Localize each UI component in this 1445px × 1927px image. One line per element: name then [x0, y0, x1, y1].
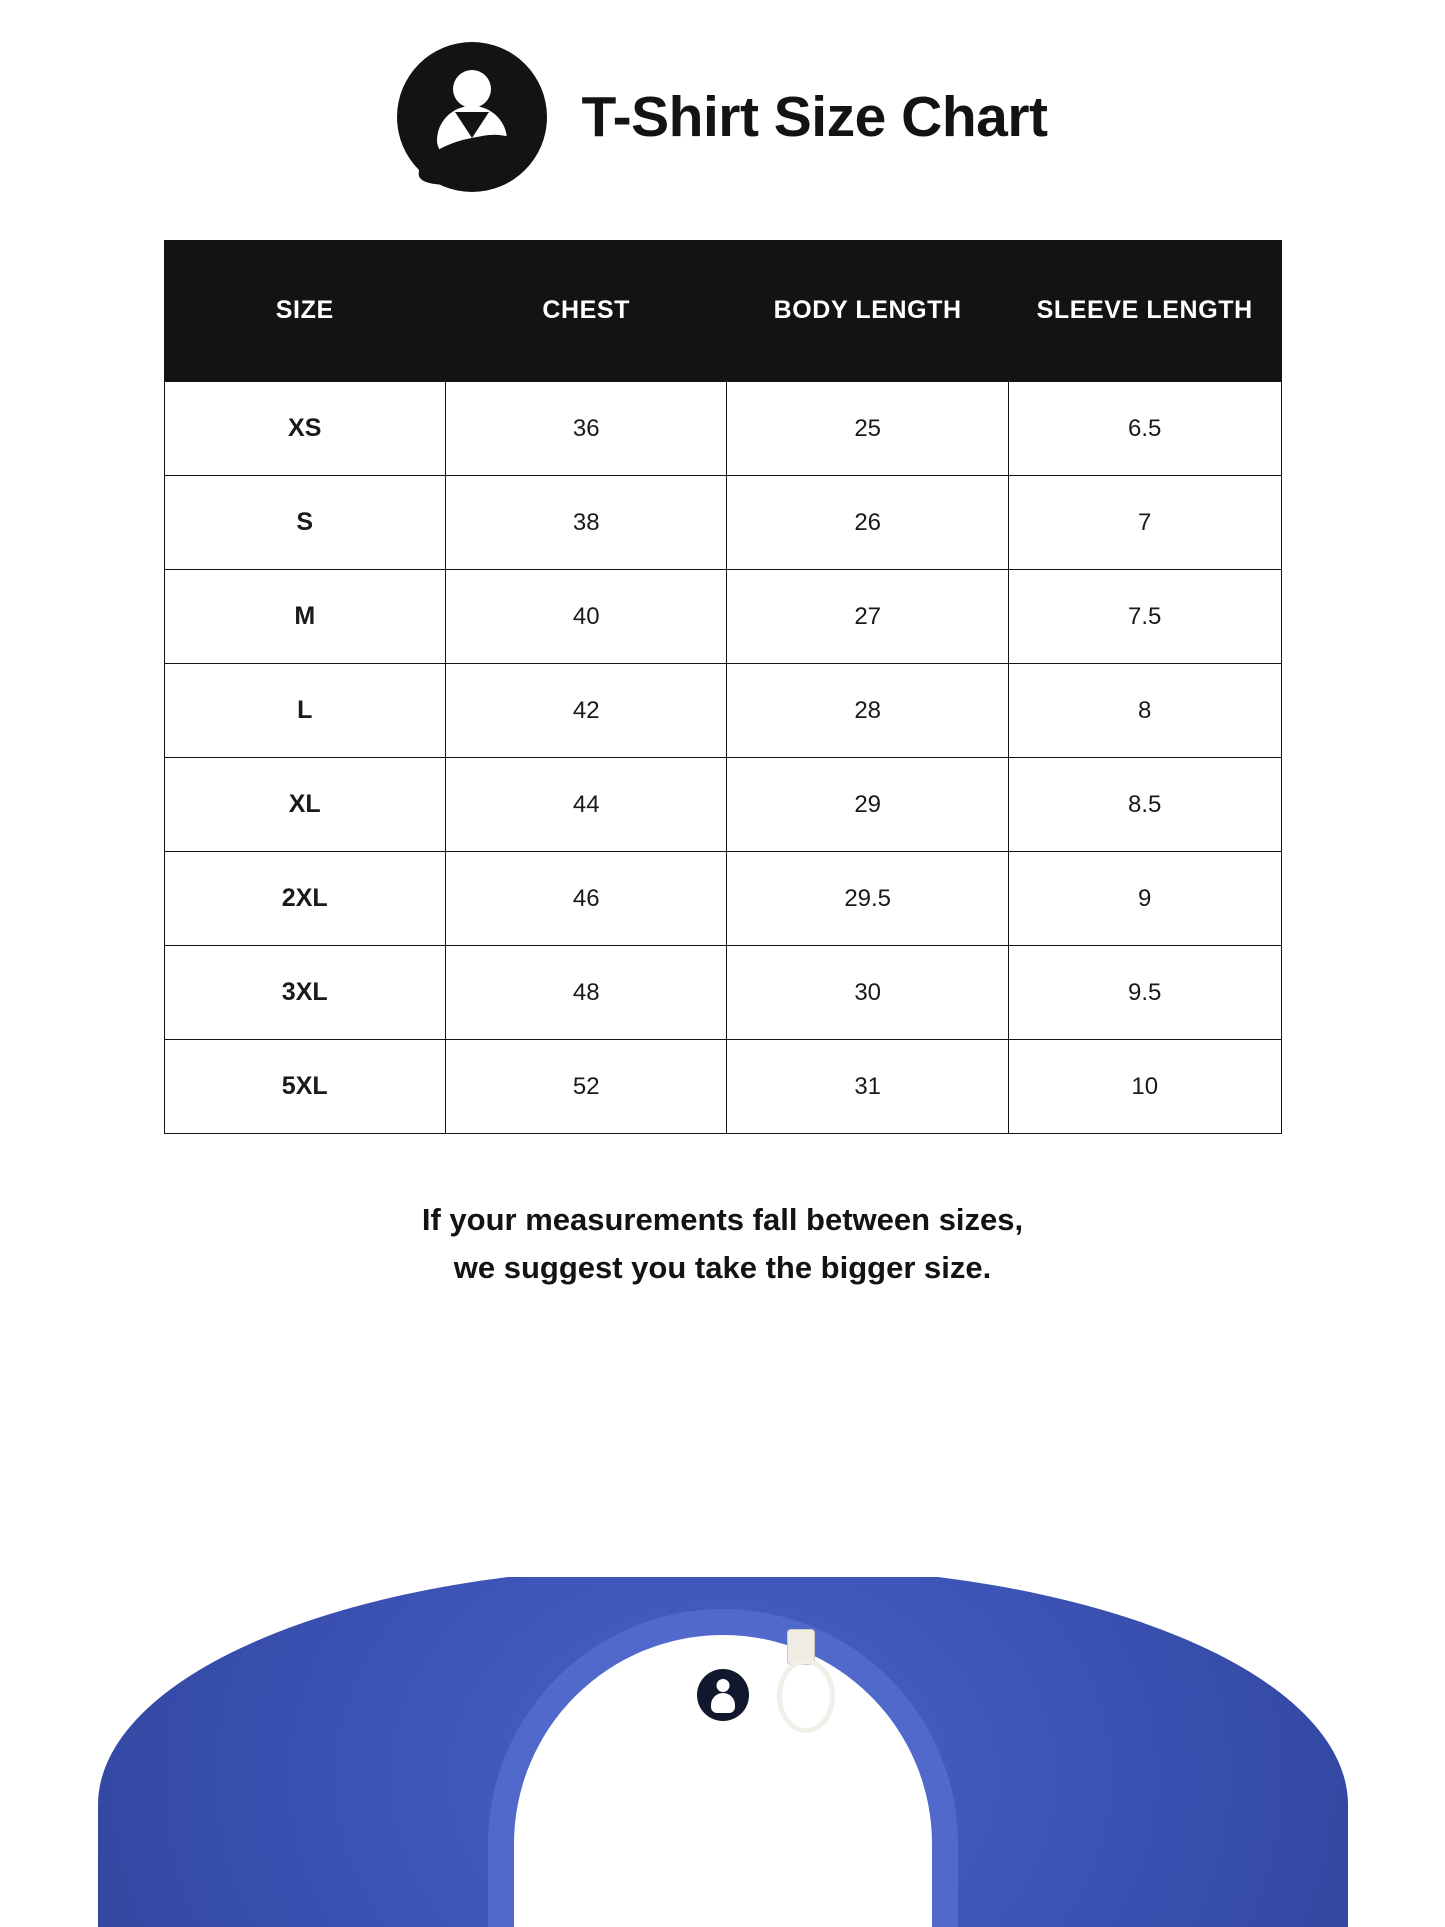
cell-size: XL: [164, 758, 445, 852]
cell-chest: 46: [445, 852, 726, 946]
cell-sleeve-length: 9: [1008, 852, 1281, 946]
table-row: [164, 664, 1281, 758]
cell-chest: 36: [445, 382, 726, 476]
table-header-row-group: [164, 241, 1281, 382]
cell-body-length: 29.5: [727, 852, 1008, 946]
cell-sleeve-length: 7: [1008, 476, 1281, 570]
sizing-note-line-1: If your measurements fall between sizes,: [421, 1202, 1024, 1237]
table-row: [164, 1040, 1281, 1134]
table-row: [164, 476, 1281, 570]
cell-body-length: 26: [727, 476, 1008, 570]
cell-chest: 52: [445, 1040, 726, 1134]
t-shirt-body-shape: [98, 1577, 1348, 1927]
cell-size: 3XL: [164, 946, 445, 1040]
size-chart-table: [164, 240, 1282, 1134]
cell-size: L: [164, 664, 445, 758]
cell-sleeve-length: 10: [1008, 1040, 1281, 1134]
cell-chest: 42: [445, 664, 726, 758]
page-header: [0, 0, 1445, 192]
cell-size: S: [164, 476, 445, 570]
cell-size: XS: [164, 382, 445, 476]
person-circle-logo-icon: [397, 42, 547, 192]
column-header-sleeve-length: SLEEVE LENGTH: [1008, 241, 1281, 382]
cell-body-length: 30: [727, 946, 1008, 1040]
t-shirt-photo: [0, 1577, 1445, 1927]
cell-sleeve-length: 9.5: [1008, 946, 1281, 1040]
table-header-row: [164, 241, 1281, 382]
cell-chest: 40: [445, 570, 726, 664]
table-row: [164, 758, 1281, 852]
column-header-chest: CHEST: [445, 241, 726, 382]
table-body: [164, 382, 1281, 1134]
cell-sleeve-length: 8: [1008, 664, 1281, 758]
person-logo-icon: [697, 1669, 749, 1721]
logo-notch-shape: [455, 112, 489, 138]
table-row: [164, 570, 1281, 664]
cell-size: 5XL: [164, 1040, 445, 1134]
table-row: [164, 852, 1281, 946]
table-row: [164, 382, 1281, 476]
column-header-size: SIZE: [164, 241, 445, 382]
cell-sleeve-length: 7.5: [1008, 570, 1281, 664]
column-header-body-length: BODY LENGTH: [727, 241, 1008, 382]
t-shirt-collar: [488, 1609, 958, 1927]
table-row: [164, 946, 1281, 1040]
cell-size: 2XL: [164, 852, 445, 946]
cell-sleeve-length: 6.5: [1008, 382, 1281, 476]
cell-body-length: 28: [727, 664, 1008, 758]
cell-body-length: 31: [727, 1040, 1008, 1134]
logo-head-shape: [453, 70, 491, 108]
tag-body-shape: [711, 1693, 735, 1713]
cell-sleeve-length: 8.5: [1008, 758, 1281, 852]
cell-chest: 48: [445, 946, 726, 1040]
cell-body-length: 27: [727, 570, 1008, 664]
sizing-note-line-2: we suggest you take the bigger size.: [453, 1250, 992, 1286]
cell-chest: 44: [445, 758, 726, 852]
sizing-note: [163, 1196, 1283, 1292]
tag-head-shape: [716, 1679, 729, 1692]
size-chart-table-container: [164, 240, 1282, 1134]
cell-body-length: 25: [727, 382, 1008, 476]
cell-size: M: [164, 570, 445, 664]
hanger-ring-shape: [777, 1659, 835, 1733]
cell-chest: 38: [445, 476, 726, 570]
logo-sweep-shape: [414, 129, 532, 192]
hanger-loop-icon: [771, 1629, 831, 1725]
cell-body-length: 29: [727, 758, 1008, 852]
page-title: T-Shirt Size Chart: [581, 85, 1048, 149]
